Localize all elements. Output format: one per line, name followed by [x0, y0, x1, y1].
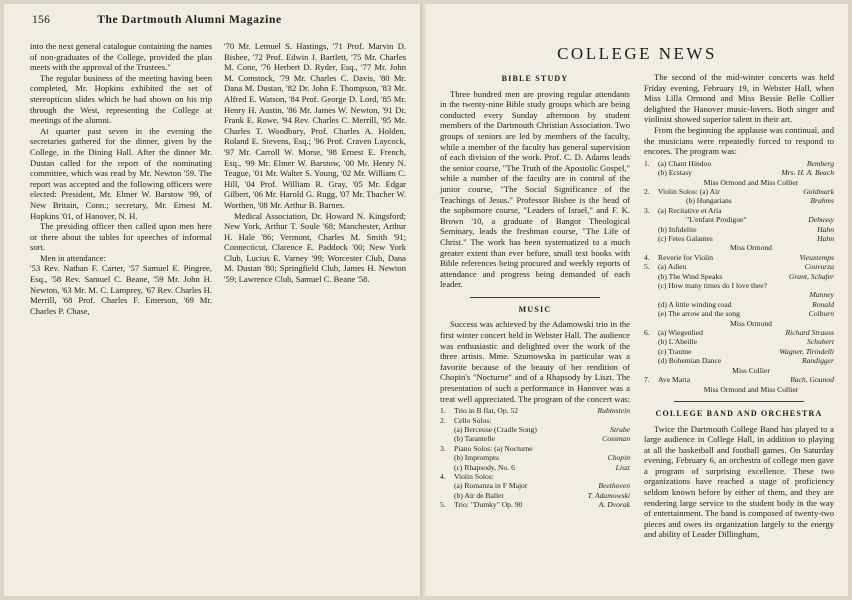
program-number: [644, 290, 658, 299]
program-composer: Ronald: [812, 299, 834, 309]
program-composer: Hahn: [817, 224, 834, 234]
program-composer: Goldmark: [803, 186, 834, 196]
program-piece: (c) How many times do I love thee?: [658, 281, 768, 291]
program-piece: (b) Ecstasy: [658, 168, 692, 178]
program-composer: Colburn: [808, 309, 834, 319]
program-item: [644, 309, 834, 318]
program-piece: (c) Rhapsody, No. 6: [454, 462, 515, 472]
section-title: COLLEGE NEWS: [557, 44, 717, 63]
program-item: [644, 243, 834, 252]
program-composer: [626, 444, 630, 453]
program-item: [644, 366, 834, 375]
program-piece: (a) Wiegenlied: [658, 328, 703, 338]
program-composer: Hahn: [817, 234, 834, 243]
program-number: [644, 385, 658, 394]
divider: [470, 297, 600, 298]
program-number: 4.: [644, 252, 650, 262]
program-composer: Couvurza: [804, 262, 834, 272]
program-number: [644, 225, 658, 234]
band-text: Twice the Dartmouth College Band has played to a large audience in College Hall, in addition to playing at all the basketball and football games. On Saturday evening, February 6, an orchestra of college men gave a program of surprising excellence. These two organizations have reached a stage of proficiency seldom known before by either of them, and they are rendering large service to the student body in the way of entertainment. The band is composed of twenty-two pieces and owes its organization largely to the energy and ability of Leader Dillingham,: [644, 423, 834, 540]
program-number: [644, 356, 658, 365]
program-piece: (e) The arrow and the song: [658, 309, 740, 319]
program-composer: [830, 178, 834, 187]
program-item: [644, 272, 834, 281]
music-text: Success was achieved by the Adamowski trio in the first winter concert held in Webster Hall. The audience was enthusiastic and delighted over the work of the three artists. Mme. Szumowska in particular was a favorite because of the beauty of her rendition of Chopin's "Nocturne" and of a Rhapsody by Liszt. The presentation of such a performance in Hanover was a treat well appreciated. The program of the concert was:: [440, 319, 631, 404]
program-piece: (c) Fetes Galantes: [658, 234, 713, 243]
program-number: [440, 463, 454, 472]
program-number: 4.: [440, 472, 446, 482]
program-item: [644, 178, 834, 187]
program-number: [644, 272, 658, 281]
right-column-2: [644, 72, 834, 540]
program-composer: Bach, Gounod: [790, 375, 834, 385]
program-item: [440, 472, 630, 481]
paragraph: The regular business of the meeting having been completed, Mr. Hopkins exhibited the set of stereopticon slides which he had shown on his trip through the West, representing the College at meetings of the alumni.: [30, 72, 212, 126]
program-number: [440, 491, 454, 500]
program-item: [644, 215, 834, 224]
program-number: 3.: [440, 443, 446, 453]
program-piece: (d) Bohemian Dance: [658, 356, 722, 366]
program-piece: Piano Solos: (a) Nocturne: [454, 443, 533, 453]
program-number: 5.: [440, 500, 446, 510]
paragraph: The presiding officer then called upon men here or there about the tables for speeches of informal sort.: [30, 221, 212, 253]
left-column-2: [224, 41, 406, 285]
program-number: [644, 319, 658, 328]
program-composer: Beethoven: [598, 481, 630, 491]
program-composer: Brahms: [810, 196, 834, 206]
program-piece: (c) Traume: [658, 346, 692, 356]
band-heading: COLLEGE BAND AND ORCHESTRA: [655, 408, 823, 418]
program-number: [644, 168, 658, 177]
program-item: [440, 463, 630, 472]
program-item: [644, 328, 834, 337]
concert-program: [440, 406, 630, 509]
paragraph: into the next general catalogue containing the names of non-graduates of the College, provided the plan meets with the approval of the Trustees.": [30, 41, 212, 73]
program-composer: Randigger: [801, 356, 834, 366]
program-piece: (a) Berceuse (Cradle Song): [454, 425, 537, 435]
program-composer: Rubinstein: [597, 406, 630, 416]
program-number: [440, 434, 454, 443]
program-item: [644, 225, 834, 234]
program-item: [644, 300, 834, 309]
program-number: [440, 425, 454, 434]
program-item: [440, 406, 630, 415]
program-piece: Cello Solos:: [454, 415, 492, 425]
music-heading: MUSIC: [518, 304, 552, 314]
program-composer: [830, 319, 834, 328]
program-piece: (a) Recitative et Aria: [658, 205, 722, 215]
program-piece: "L'enfant Prodigue": [686, 215, 747, 225]
program-number: 6.: [644, 328, 650, 338]
concert-text: The second of the mid-winter concerts was held Friday evening, February 19, in Webster Hall, when Miss Lilla Ormond and Miss Bessie Belle Collier delighted the Hanover music-lovers. Both singer and violinist showed superior talent in their art.: [644, 72, 834, 125]
program-composer: Wagner, Tirindelli: [779, 346, 834, 356]
program-item: [644, 168, 834, 177]
concert-program: [644, 159, 834, 394]
program-number: 2.: [440, 415, 446, 425]
program-composer: T. Adamowski: [587, 490, 630, 500]
program-composer: Richard Strauss: [785, 328, 834, 338]
program-number: [644, 366, 658, 375]
program-composer: [830, 243, 834, 252]
program-piece: [658, 290, 806, 299]
program-item: [644, 187, 834, 196]
program-number: [644, 309, 658, 318]
page-number: 156: [32, 14, 51, 26]
program-item: [440, 453, 630, 462]
program-piece: (d) A little winding road: [658, 299, 732, 309]
program-composer: Manney: [809, 290, 834, 300]
program-piece: Miss Ormond and Miss Collier: [703, 384, 799, 394]
program-number: [440, 453, 454, 462]
program-piece: (a) Chant Hindoo: [658, 158, 712, 168]
program-piece: (b) Impromptu: [454, 453, 499, 463]
program-composer: Chopin: [607, 453, 630, 463]
program-composer: Debussy: [808, 215, 834, 225]
program-item: [644, 206, 834, 215]
program-composer: Cossman: [602, 434, 630, 444]
program-number: [644, 281, 658, 290]
program-piece: Miss Ormond: [730, 318, 772, 328]
program-item: [644, 253, 834, 262]
program-piece: Violin Solos: (a) Air: [658, 186, 720, 196]
concert-text: From the beginning the applause was continual, and the musicians were repeatedly forced to respond to encores. The program was:: [644, 124, 834, 157]
program-composer: Vieuxtemps: [799, 252, 834, 262]
program-number: 1.: [644, 158, 650, 168]
left-page: [4, 4, 422, 596]
program-piece: Violin Solos:: [454, 472, 494, 482]
attendee-list: '70 Mr. Lemuel S. Hastings, '71 Prof. Marvin D. Bisbee, '72 Prof. Edwin J. Bartlett, '75 Mr. Charles M. Cone, '76 Herbert D. Ryder, Esq., '77 Mr. John M. Comstock, '79 Mr. Charles C. Davis, '80 Mr. Dana M. Dustan, '82 Dr. John F. Thompson, '83 Mr. Alfred E. Watson, '84 Prof. George D. Lord, '85 Mr. Henry H. Austin, '86 Mr. James W. Newton, '91 Dr. Frank E. Rowe, '94 Rev. Charles C. Merrill, '95 Mr. Charles T. Woodbury, Prof. Charles A. Holden, Roland E. Stevens, Esq.; '96 Prof. Craven Laycock, '97 Mr. Carroll W. Morse, '98 Ernest E. French, Esq., '99 Mr. Elmer W. Barstow, '00 Mr. Henry N. Teague, '01 Mr. Walter S. Young, '02 Mr. William C. Hill, '04 Prof. William R. Gray, '05 Mr. Edgar Gilbert, '06 Mr. Harold G. Rugg, '07 Mr. Thacher W. Worthen, '08 Mr. Arthur B. Barnes.: [224, 41, 406, 210]
program-item: [644, 337, 834, 346]
program-number: [644, 234, 658, 243]
program-piece: (b) The Wind Speaks: [658, 271, 723, 281]
program-piece: Trio: "Dumky" Op. 90: [454, 500, 523, 510]
program-composer: Strube: [610, 425, 630, 435]
program-item: [644, 262, 834, 271]
program-composer: [626, 472, 630, 481]
program-piece: Miss Ormond and Miss Collier: [703, 177, 799, 187]
program-piece: (a) Adieu: [658, 262, 687, 272]
program-composer: Grant, Schafer: [788, 271, 834, 281]
divider: [674, 401, 804, 402]
paragraph: Medical Association, Dr. Howard N. Kingsford; New York, Arthur T. Soule '68; Manchester, Arthur H. Hale '86; Vermont, Charles M. Smith '91; Connecticut, Clarence E. Paddock '00; New York Club, Lucius E. Varney '99; Worcester Club, Dana M. Dustan '80; Springfield Club, James H. Newton '59; Lawrence Club, Samuel C. Beane '58.: [224, 210, 406, 285]
program-composer: [830, 366, 834, 375]
program-piece: (b) L'Abeille: [658, 337, 698, 347]
bible-study-heading: BIBLE STUDY: [501, 74, 569, 83]
program-composer: [830, 206, 834, 215]
right-column-1: [440, 72, 630, 510]
program-composer: [830, 385, 834, 394]
program-number: [644, 243, 658, 252]
program-piece: (a) Romanza in F Major: [454, 481, 528, 491]
program-item: [644, 281, 834, 290]
right-page: [426, 4, 848, 596]
program-piece: Trio in B flat, Op. 52: [454, 406, 519, 416]
paragraph: Men in attendance:: [40, 252, 106, 263]
program-number: [644, 178, 658, 187]
program-composer: A. Dvorak: [598, 500, 630, 510]
program-item: [644, 356, 834, 365]
program-item: [644, 234, 834, 243]
program-piece: (b) Tarantelle: [454, 434, 495, 444]
program-composer: Schubert: [807, 337, 834, 347]
program-item: [644, 347, 834, 356]
program-item: [644, 319, 834, 328]
bible-study-text: Three hundred men are proving regular attendants in the twenty-nine Bible study groups which are being conducted every Sunday afternoon by student members of the Dartmouth Christian Association. Two groups of seniors are led by members of the faculty, while a member of the faculty has general supervision of each division of the work. Prof. C. D. Adams leads the senior course, "The Truth of the Apostolic Gospel," while a number of the faculty are in control of the junior course, "The Social Significance of the Teachings of Jesus." Professor Bisbee is the head of the sophomore course, "Leaders of Israel," and F. K. Brown '10, a graduate of Bangor Theological Seminary, leads the freshman course, "The Life of Christ." The work has been systematized to a much greater extent than ever before, small text books with Bible references being procured and weekly reports of attendance and progress being demanded of each leader.: [440, 88, 630, 290]
program-number: 7.: [644, 375, 650, 385]
program-item: [644, 159, 834, 168]
program-item: [440, 481, 630, 490]
program-item: [440, 416, 630, 425]
running-head: [32, 14, 402, 26]
program-number: [440, 481, 454, 490]
program-piece: Miss Ormond: [730, 243, 772, 253]
program-item: [644, 290, 834, 299]
program-number: 2.: [644, 186, 650, 196]
program-item: [644, 385, 834, 394]
program-number: [644, 300, 658, 309]
program-piece: Miss Collier: [732, 365, 770, 375]
program-number: [644, 196, 658, 205]
program-piece: (b) Hungarians: [686, 196, 732, 206]
program-composer: Liszt: [615, 462, 630, 472]
program-number: [644, 347, 658, 356]
program-item: [440, 425, 630, 434]
program-item: [644, 196, 834, 205]
program-composer: Mrs. H. A. Beach: [781, 168, 834, 178]
program-piece: Reverie for Violin: [658, 252, 714, 262]
program-composer: [830, 281, 834, 290]
program-item: [440, 491, 630, 500]
program-number: 1.: [440, 406, 446, 416]
left-column-1: [30, 41, 212, 316]
program-number: 5.: [644, 262, 650, 272]
program-item: [440, 500, 630, 509]
program-number: 3.: [644, 205, 650, 215]
program-piece: (b) Air de Ballet: [454, 490, 504, 500]
magazine-title: The Dartmouth Alumni Magazine: [97, 14, 282, 26]
program-item: [440, 444, 630, 453]
program-composer: Bemberg: [806, 158, 834, 168]
program-number: [644, 215, 658, 224]
program-composer: [626, 416, 630, 425]
program-number: [644, 337, 658, 346]
paragraph: At quarter past seven in the evening the secretaries gathered for the dinner, given by the College, in the Dining Hall. After the dinner Mr. Dustan called for the report of the nominating committee, which was read by Mr. Newton '59. The report was accepted and the following officers were elected: President, Mr. Elmer W. Barstow '99, of New Britain, Conn.; secretary, Mr. Ernest M. Hopkins '01, of Hanover, N. H.: [30, 125, 212, 221]
program-piece: Ave Maria: [658, 375, 691, 385]
program-item: [440, 434, 630, 443]
program-piece: (b) Infidelite: [658, 224, 697, 234]
attendee-list: '53 Rev. Nathan F. Carter, '57 Samuel E. Pingree, Esq., '58 Rev. Samuel C. Beane, '59 Mr. John H. Newton, '63 Mr. M. C. Lamprey, '67 Rev. Charles H. Merrill, '68 Prof. Charles F. Emerson, '69 Mr. Charles P. Chase,: [30, 263, 212, 316]
program-item: [644, 375, 834, 384]
